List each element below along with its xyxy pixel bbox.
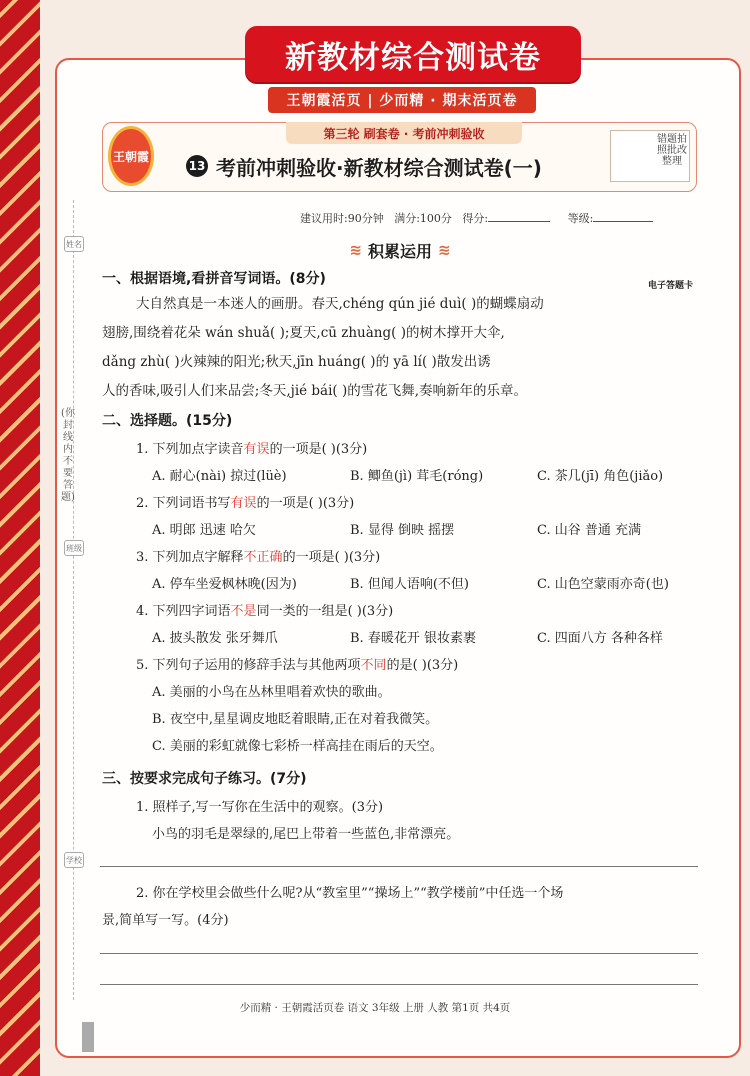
brand-logo: 王朝霞: [108, 126, 154, 186]
q2-item-4-stem: 4. 下列四字词语不是同一类的一组是( )(3分): [136, 604, 394, 619]
q2-item-2-opt-b[interactable]: B. 显得 倒映 摇摆: [350, 523, 455, 538]
q2-item-2-opt-a[interactable]: A. 明郎 迅速 哈欠: [152, 523, 256, 538]
q2-item-3-stem: 3. 下列加点字解释不正确的一项是( )(3分): [136, 550, 381, 565]
info-time: 建议用时:90分钟: [300, 212, 384, 225]
q3-answer-line-1[interactable]: [100, 866, 698, 867]
test-title-text: 考前冲刺验收·新教材综合测试卷(一): [216, 155, 542, 180]
seal-line: [73, 200, 74, 1000]
q2-item-4-opt-b[interactable]: B. 春暖花开 银妆素裹: [350, 631, 476, 646]
side-tab-class: 班级: [64, 540, 84, 556]
q2-item-4-opt-a[interactable]: A. 披头散发 张牙舞爪: [152, 631, 278, 646]
wave-left-icon: ≋: [349, 241, 362, 259]
q2-item-1-opt-a[interactable]: A. 耐心(nài) 掠过(lüè): [152, 469, 287, 484]
q2-item-5-opt-c[interactable]: C. 美丽的彩虹就像七彩桥一样高挂在雨后的天空。: [152, 739, 443, 754]
correction-text: 错题拍照批改整理: [657, 134, 687, 167]
q3-item-2-line-1: 2. 你在学校里会做些什么呢?从“教室里”“操场上”“教学楼前”中任选一个场: [136, 886, 564, 901]
test-number-badge: 13: [186, 155, 208, 177]
test-title: [186, 152, 606, 180]
q2-item-2-stem: 2. 下列词语书写有误的一项是( )(3分): [136, 496, 355, 511]
side-tab-name: 姓名: [64, 236, 84, 252]
info-line: [300, 210, 653, 226]
q2-item-3-opt-a[interactable]: A. 停车坐爱枫林晚(因为): [152, 577, 297, 592]
q2-item-3-opt-b[interactable]: B. 但闻人语响(不但): [350, 577, 469, 592]
q2-item-1-opt-b[interactable]: B. 鲫鱼(jì) 茸毛(róng): [350, 469, 484, 484]
q2-item-5-stem: 5. 下列句子运用的修辞手法与其他两项不同的是( )(3分): [136, 658, 459, 673]
page-footer: 少而精 · 王朝霞活页卷 语文 3年级 上册 人教 第1页 共4页: [239, 1002, 511, 1014]
q3-heading: 三、按要求完成句子练习。(7分): [102, 771, 307, 787]
wave-right-icon: ≋: [438, 241, 451, 259]
q2-item-4-opt-c[interactable]: C. 四面八方 各种各样: [537, 631, 663, 646]
decorative-left-strip: [0, 0, 40, 1076]
q3-item-2-line-2: 景,简单写一写。(4分): [102, 913, 229, 928]
section-heading: [320, 237, 480, 263]
side-tab-school: 学校: [64, 852, 84, 868]
q1-line-1: 大自然真是一本迷人的画册。春天,chéng qún jié duì( )的蝴蝶扇动: [136, 296, 544, 312]
q2-item-2-opt-c[interactable]: C. 山谷 普通 充满: [537, 523, 642, 538]
q2-heading: 二、选择题。(15分): [102, 413, 233, 429]
info-grade: 等级:: [567, 212, 594, 225]
top-banner: 新教材综合测试卷: [245, 26, 581, 82]
q2-item-5-opt-a[interactable]: A. 美丽的小鸟在丛林里唱着欢快的歌曲。: [152, 685, 391, 700]
score-blank[interactable]: [488, 211, 550, 222]
section-title: 积累运用: [367, 241, 432, 261]
q2-item-3-opt-c[interactable]: C. 山色空蒙雨亦奇(也): [537, 577, 669, 592]
info-score: 满分:100分: [394, 212, 452, 225]
round-label: 第三轮 刷套卷 · 考前冲刺验收: [286, 122, 522, 144]
q1-line-2: 翅膀,围绕着花朵 wán shuǎ( );夏天,cū zhuàng( )的树木撑开大伞,: [102, 325, 505, 341]
q2-item-5-opt-b[interactable]: B. 夜空中,星星调皮地眨着眼睛,正在对着我微笑。: [152, 712, 439, 727]
q2-item-1-stem: 1. 下列加点字读音有误的一项是( )(3分): [136, 442, 368, 457]
q1-heading: 一、根据语境,看拼音写词语。(8分): [102, 271, 326, 287]
q3-answer-line-2[interactable]: [100, 953, 698, 954]
side-note: (你封线内不要答题): [61, 408, 75, 503]
q1-line-3: dǎng zhù( )火辣辣的阳光;秋天,jīn huáng( )的 yā lí( )散发出诱: [102, 354, 491, 370]
q3-item-1: 1. 照样子,写一写你在生活中的观察。(3分): [136, 800, 384, 815]
q3-answer-line-3[interactable]: [100, 984, 698, 985]
grade-blank[interactable]: [593, 211, 653, 222]
series-bar: 王朝霞活页 | 少而精 · 期末活页卷: [268, 87, 536, 113]
q1-line-4: 人的香味,吸引人们来品尝;冬天,jié bái( )的雪花飞舞,奏响新年的乐章。: [102, 383, 528, 399]
q2-item-1-opt-c[interactable]: C. 茶几(jī) 角色(jiǎo): [537, 469, 664, 484]
q3-example: 小鸟的羽毛是翠绿的,尾巴上带着一些蓝色,非常漂亮。: [152, 827, 460, 842]
footer-bar: [82, 1022, 94, 1052]
info-got: 得分:: [462, 212, 489, 225]
e-answer-card-label: 电子答题卡: [648, 281, 694, 291]
